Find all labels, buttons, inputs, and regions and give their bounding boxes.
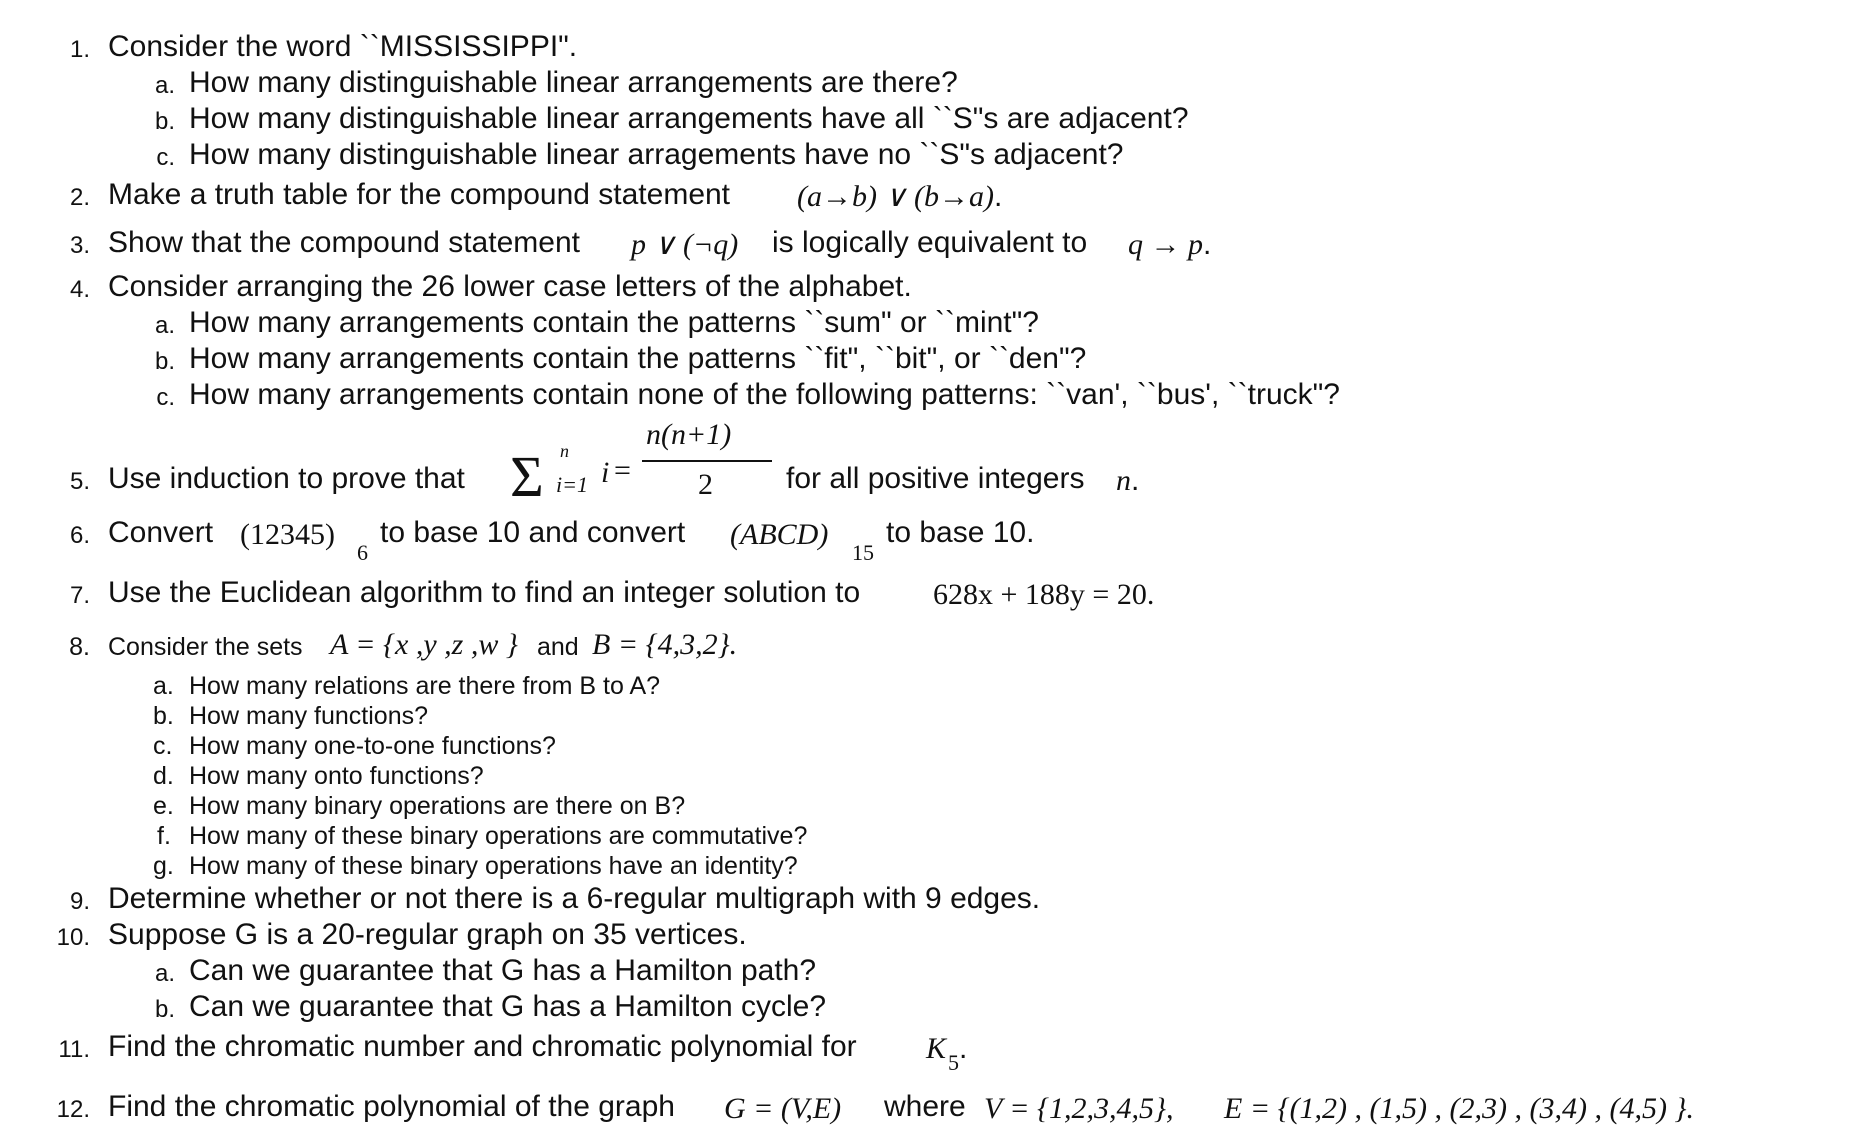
linear-equation: 628x + 188y = 20. — [933, 578, 1155, 611]
subpart-text: How many distinguishable linear arrangements are there? — [189, 66, 958, 99]
problem-3 — [0, 228, 1850, 264]
problem-1a — [0, 68, 1850, 102]
subpart-text: How many arrangements contain none of the following patterns: ``van', ``bus', ``truck"? — [189, 378, 1340, 411]
subpart-label: b. — [154, 348, 175, 375]
subpart-label: c. — [156, 144, 175, 171]
number-abcd: (ABCD) — [730, 518, 829, 551]
sum-upper-limit: n — [560, 441, 569, 461]
subpart-label: a. — [154, 72, 175, 99]
problem-text-3: to base 10. — [886, 516, 1035, 549]
subpart-label: f. — [157, 822, 171, 850]
subpart-text: How many functions? — [189, 702, 429, 730]
problem-text: Make a truth table for the compound statement — [108, 178, 731, 211]
problem-text: Consider the word ``MISSISSIPPI". — [108, 30, 578, 63]
base-15: 15 — [852, 540, 874, 565]
problem-11 — [0, 1032, 1850, 1078]
subpart-label: a. — [154, 312, 175, 339]
expression-p-or-not-q: p ∨ (¬q) — [631, 228, 739, 261]
problem-8b — [0, 704, 1850, 732]
problem-number: 12. — [56, 1096, 90, 1123]
subpart-text: How many distinguishable linear arragements have no ``S"s adjacent? — [189, 138, 1124, 171]
problem-text: Find the chromatic number and chromatic polynomial for — [108, 1030, 857, 1063]
problem-8d — [0, 764, 1850, 792]
problem-text: Consider the sets — [108, 633, 303, 661]
problem-9 — [0, 884, 1850, 918]
problem-number: 3. — [69, 232, 90, 259]
problem-number: 8. — [69, 633, 90, 661]
compound-statement: (a→b) ∨ (b→a). — [797, 180, 1003, 213]
subpart-text: Can we guarantee that G has a Hamilton cycle? — [189, 990, 827, 1023]
and-text: and — [537, 633, 579, 661]
problem-number: 9. — [69, 888, 90, 915]
subpart-text: How many of these binary operations are commutative? — [189, 822, 808, 850]
problem-text: Suppose G is a 20-regular graph on 35 vertices. — [108, 918, 747, 951]
variable-n: n. — [1116, 464, 1140, 497]
problem-number: 6. — [69, 522, 90, 549]
set-b: B = {4,3,2}. — [592, 628, 738, 661]
problem-10b — [0, 992, 1850, 1026]
problem-text-2: to base 10 and convert — [380, 516, 686, 549]
subpart-text: How many relations are there from B to A? — [189, 672, 661, 700]
subpart-text: How many distinguishable linear arrangements have all ``S"s are adjacent? — [189, 102, 1189, 135]
subpart-text: Can we guarantee that G has a Hamilton path? — [189, 954, 817, 987]
where-text: where — [884, 1090, 966, 1123]
subpart-label: a. — [154, 960, 175, 987]
number-12345: (12345) — [240, 518, 335, 551]
problem-2 — [0, 180, 1850, 216]
subpart-label: c. — [156, 384, 175, 411]
edge-set: E = {(1,2) , (1,5) , (2,3) , (3,4) , (4,5) }. — [1224, 1092, 1694, 1125]
problem-number: 2. — [69, 184, 90, 211]
subpart-label: b. — [153, 702, 174, 730]
subpart-label: c. — [153, 732, 173, 760]
complete-graph-k5: $K_5$. — [926, 1032, 968, 1075]
problem-1b — [0, 104, 1850, 138]
problem-5 — [0, 420, 1850, 510]
problem-number: 1. — [69, 36, 90, 63]
problem-text: Use induction to prove that — [108, 462, 465, 495]
problem-text: Use the Euclidean algorithm to find an integer solution to — [108, 576, 861, 609]
problem-6 — [0, 518, 1850, 566]
problem-number: 10. — [56, 924, 90, 951]
problem-1c — [0, 140, 1850, 174]
problem-text: Consider arranging the 26 lower case letters of the alphabet. — [108, 270, 912, 303]
base-6: 6 — [357, 540, 368, 565]
problem-text: Show that the compound statement — [108, 226, 580, 259]
subpart-label: b. — [154, 996, 175, 1023]
problem-text: Convert — [108, 516, 214, 549]
subpart-text: How many binary operations are there on B? — [189, 792, 686, 820]
problem-number: 5. — [69, 468, 90, 495]
problem-number: 7. — [69, 582, 90, 609]
subpart-text: How many onto functions? — [189, 762, 484, 790]
problem-10 — [0, 920, 1850, 954]
problem-text: Determine whether or not there is a 6-regular multigraph with 9 edges. — [108, 882, 1041, 915]
problem-8 — [0, 630, 1850, 666]
fraction-numerator: n(n+1) — [646, 418, 732, 451]
subpart-label: e. — [153, 792, 174, 820]
sum-variable: i — [601, 456, 610, 489]
expression-q-implies-p: q → p. — [1128, 228, 1212, 261]
problem-8e — [0, 794, 1850, 822]
problem-12 — [0, 1092, 1850, 1132]
problem-number: 11. — [58, 1036, 90, 1063]
sum-lower-limit: i=1 — [556, 472, 588, 497]
fraction-bar — [642, 460, 772, 462]
problem-text: Find the chromatic polynomial of the graph — [108, 1090, 675, 1123]
problem-4c — [0, 380, 1850, 414]
subpart-label: a. — [153, 672, 174, 700]
subpart-text: How many one-to-one functions? — [189, 732, 556, 760]
problem-8a — [0, 674, 1850, 702]
vertex-set: V = {1,2,3,4,5}, — [984, 1092, 1174, 1125]
subpart-label: g. — [153, 852, 174, 880]
equals-sign: = — [614, 454, 631, 487]
sigma-symbol: Σ — [510, 444, 544, 509]
problem-8g — [0, 854, 1850, 882]
problem-number: 4. — [69, 276, 90, 303]
subpart-text: How many of these binary operations have an identity? — [189, 852, 798, 880]
subpart-text: How many arrangements contain the patterns ``fit", ``bit", or ``den"? — [189, 342, 1087, 375]
problem-7 — [0, 578, 1850, 614]
problem-8f — [0, 824, 1850, 852]
problem-text-2: is logically equivalent to — [772, 226, 1088, 259]
problem-1 — [0, 32, 1850, 68]
subpart-text: How many arrangements contain the patterns ``sum" or ``mint"? — [189, 306, 1039, 339]
subpart-label: d. — [153, 762, 174, 790]
problem-4 — [0, 272, 1850, 306]
problem-8c — [0, 734, 1850, 762]
subpart-label: b. — [154, 108, 175, 135]
graph-g: G = (V,E) — [724, 1092, 842, 1125]
problem-4a — [0, 308, 1850, 342]
problem-10a — [0, 956, 1850, 990]
set-a: A = {x ,y ,z ,w } — [330, 628, 518, 661]
problem-text-2: for all positive integers — [786, 462, 1085, 495]
fraction-denominator: 2 — [698, 468, 713, 501]
problem-4b — [0, 344, 1850, 378]
